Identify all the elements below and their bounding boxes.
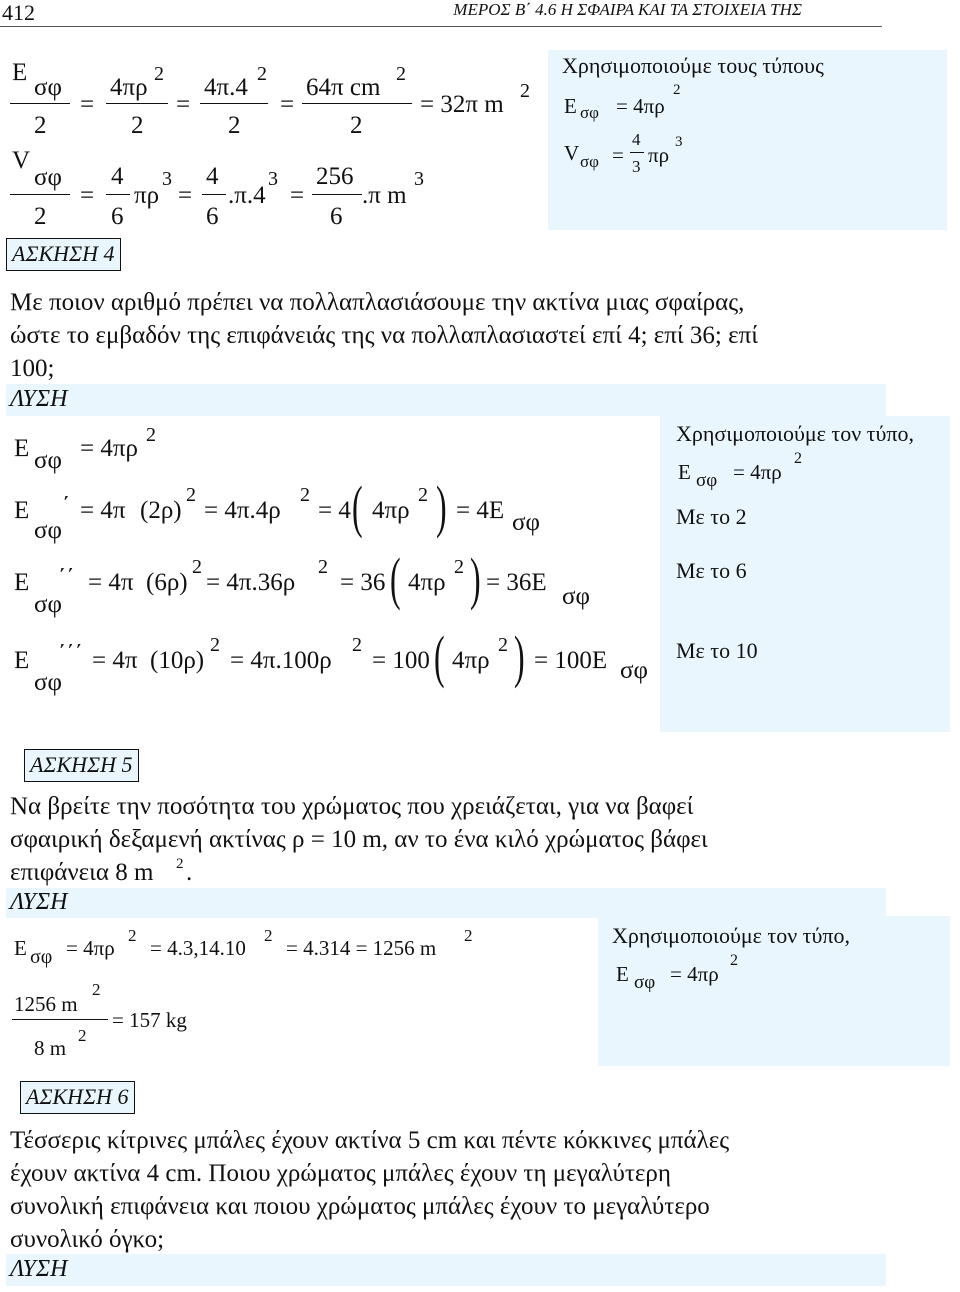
panel-e-exp: 2 — [673, 82, 681, 98]
left-paren: ( — [352, 474, 363, 539]
panel-v-eq: = — [612, 143, 624, 167]
eq-sign: = — [80, 182, 95, 209]
step-b-exp: 2 — [352, 634, 362, 656]
e-ratio-bar — [10, 103, 70, 104]
area-lhs-sub: σφ — [34, 447, 62, 474]
eq-sign: = — [280, 91, 295, 118]
exercise-6-problem-line: έχουν ακτίνα 4 cm. Ποιου χρώματος μπάλες έχουν τη μεγαλύτερη — [10, 1160, 671, 1187]
v-t1-den: 6 — [111, 203, 124, 230]
e-t3-bar — [302, 103, 412, 104]
panel-e-symbol: Ε — [678, 460, 691, 484]
solution-label: ΛΥΣΗ — [10, 386, 68, 412]
step-a-exp: 2 — [192, 556, 202, 578]
e-t2-bar — [200, 103, 268, 104]
step-c-inner: 4πρ — [372, 497, 410, 524]
step-d-sub: σφ — [512, 509, 540, 536]
step-c: = 4 — [318, 497, 351, 524]
area-lhs: Ε — [14, 569, 30, 596]
solution-band — [6, 1254, 886, 1286]
step-c: = 36 — [340, 569, 386, 596]
exercise-4-problem-line: ώστε το εμβαδόν της επιφάνειάς της να πολλαπλασιαστεί επί 4; επί 36; επί — [10, 322, 758, 349]
panel-v-rest: πρ — [648, 143, 670, 167]
e-t2-exp: 2 — [257, 63, 267, 85]
solution-label: ΛΥΣΗ — [10, 1256, 68, 1282]
step-a-exp: 2 — [186, 484, 196, 506]
factor-note: Με το 6 — [676, 558, 747, 583]
surface-area-sub: σφ — [30, 946, 53, 968]
v-t3-den: 6 — [330, 203, 343, 230]
step-b: = 4π.100ρ — [230, 647, 332, 674]
page-number: 412 — [2, 0, 35, 25]
panel-e-formula: = 4πρ — [733, 460, 782, 484]
exercise-4-problem-line: Με ποιον αριθμό πρέπει να πολλαπλασιάσουμε την ακτίνα μιας σφαίρας, — [10, 289, 745, 316]
e-t1-bar — [106, 103, 168, 104]
area-lhs-sub: σφ — [34, 517, 62, 544]
formula-panel-heading: Χρησιμοποιούμε τον τύπο, — [612, 923, 851, 948]
area-lhs-prime: ΄΄ — [58, 565, 75, 592]
panel-v-frac-den: 3 — [632, 157, 641, 176]
formula-panel-heading: Χρησιμοποιούμε τον τύπο, — [676, 421, 915, 446]
running-title: ΜΕΡΟΣ Β΄ 4.6 Η ΣΦΑΙΡΑ ΚΑΙ ΤΑ ΣΤΟΙΧΕΙΑ ΤΗΣ — [453, 0, 802, 19]
e-result: = 32π m — [420, 91, 504, 118]
e-result-exp: 2 — [520, 80, 530, 102]
problem-end: . — [186, 859, 193, 886]
panel-e-formula: = 4πρ — [670, 962, 719, 986]
e-t2-num: 4π.4 — [204, 74, 248, 101]
step-b: = 4π.4ρ — [204, 497, 281, 524]
v-ratio-V: V — [12, 147, 31, 174]
step-b: = 4π.36ρ — [206, 569, 296, 596]
step-d-sub: σφ — [620, 657, 648, 684]
exercise-5-problem-line: επιφάνεια 8 m — [10, 859, 154, 886]
step-c-exp: 2 — [454, 556, 464, 578]
area-lhs-prime: ΄΄΄ — [58, 641, 83, 668]
step-c: = 100 — [372, 647, 430, 674]
area-formula-exp: 2 — [146, 424, 156, 446]
panel-e-exp: 2 — [730, 952, 738, 969]
exercise-5-problem-line: Να βρείτε την ποσότητα του χρώματος που χρειάζεται, για να βαφεί — [10, 793, 694, 820]
eq-sign: = — [290, 182, 305, 209]
calc-step-b-exp: 2 — [264, 926, 273, 945]
panel-v-frac-bar — [630, 152, 644, 153]
e-t3-den: 2 — [350, 112, 363, 139]
exercise-4-problem-line: 100; — [10, 355, 55, 382]
v-ratio-bar — [10, 194, 70, 195]
area-formula: = 4πρ — [80, 435, 138, 462]
exercise-5-label: ΑΣΚΗΣΗ 5 — [24, 749, 139, 782]
area-lhs-prime: ΄ — [62, 493, 71, 520]
v-t2-exp: 3 — [268, 168, 278, 190]
v-t3-exp: 3 — [414, 168, 424, 190]
step-d: = 100Ε — [534, 647, 608, 674]
e-t1-num: 4πρ — [110, 74, 148, 101]
v-ratio-sub: σφ — [34, 164, 62, 191]
e-t1-den: 2 — [131, 112, 144, 139]
step-d-sub: σφ — [562, 583, 590, 610]
v-t2-den: 6 — [206, 203, 219, 230]
e-t3-num: 64π cm — [306, 74, 381, 101]
right-paren: ) — [436, 474, 447, 539]
calc-step-a-exp: 2 — [128, 926, 137, 945]
exercise-4-label: ΑΣΚΗΣΗ 4 — [6, 238, 121, 271]
panel-v-exp: 3 — [675, 134, 683, 150]
step-c-exp: 2 — [498, 634, 508, 656]
v-ratio-den: 2 — [34, 203, 47, 230]
panel-v-sub: σφ — [580, 152, 599, 171]
paint-num-exp: 2 — [92, 980, 101, 999]
panel-e-exp: 2 — [794, 450, 802, 467]
e-t3-exp: 2 — [396, 63, 406, 85]
v-t2-bar — [202, 194, 226, 195]
panel-v-frac-num: 4 — [632, 130, 641, 149]
v-t3-bar — [312, 194, 362, 195]
e-ratio-den: 2 — [34, 112, 47, 139]
panel-e-sub: σφ — [634, 972, 656, 993]
panel-e-sub: σφ — [696, 470, 718, 491]
paint-den: 8 m — [34, 1036, 67, 1060]
step-a: = 4π — [92, 647, 138, 674]
step-a-inner: (2ρ) — [140, 497, 182, 524]
v-t1-rest: πρ — [134, 182, 160, 209]
step-a: = 4π — [80, 497, 126, 524]
right-paren: ) — [470, 546, 481, 611]
exercise-6-problem-line: συνολικό όγκο; — [10, 1226, 165, 1253]
eq-sign: = — [176, 91, 191, 118]
area-lhs: Ε — [14, 497, 30, 524]
v-t1-bar — [106, 194, 130, 195]
paint-den-exp: 2 — [78, 1026, 87, 1045]
exercise-5-problem-line: σφαιρική δεξαμενή ακτίνας ρ = 10 m, αν το ένα κιλό χρώματος βάφει — [10, 826, 708, 853]
header-rule — [0, 26, 882, 27]
e-ratio-E: Ε — [12, 59, 28, 86]
v-t3-num: 256 — [316, 163, 354, 190]
solution-label: ΛΥΣΗ — [10, 889, 68, 915]
step-c-inner: 4πρ — [452, 647, 490, 674]
panel-e-symbol: Ε — [564, 94, 577, 118]
calc-step-a: = 4πρ — [66, 936, 115, 960]
step-d: = 4Ε — [456, 497, 505, 524]
step-a-exp: 2 — [210, 634, 220, 656]
v-t1-exp: 3 — [162, 168, 172, 190]
e-t1-exp: 2 — [154, 63, 164, 85]
area-lhs: Ε — [14, 435, 30, 462]
step-d: = 36Ε — [486, 569, 547, 596]
solution-band — [6, 384, 886, 416]
eq-sign: = — [80, 91, 95, 118]
area-lhs: Ε — [14, 647, 30, 674]
exercise-6-problem-line: συνολική επιφάνεια και ποιου χρώματος μπάλες έχουν το μεγαλύτερο — [10, 1193, 710, 1220]
formulas-panel-heading: Χρησιμοποιούμε τους τύπους — [562, 53, 824, 78]
step-b-exp: 2 — [300, 484, 310, 506]
paint-num: 1256 m — [14, 992, 78, 1016]
solution-band — [6, 888, 886, 918]
paint-result: = 157 kg — [112, 1008, 187, 1032]
exercise-6-label: ΑΣΚΗΣΗ 6 — [20, 1081, 135, 1114]
step-a-inner: (6ρ) — [146, 569, 188, 596]
left-paren: ( — [390, 546, 401, 611]
surface-area-E: Ε — [14, 936, 27, 960]
v-t3-rest: .π m — [362, 182, 407, 209]
factor-note: Με το 2 — [676, 504, 747, 529]
step-b-exp: 2 — [318, 556, 328, 578]
area-lhs-sub: σφ — [34, 669, 62, 696]
step-a: = 4π — [88, 569, 134, 596]
eq-sign: = — [178, 182, 193, 209]
step-c-inner: 4πρ — [408, 569, 446, 596]
panel-e-symbol: Ε — [616, 962, 629, 986]
paint-fraction-bar — [12, 1019, 108, 1020]
exercise-6-problem-line: Τέσσερις κίτρινες μπάλες έχουν ακτίνα 5 cm και πέντε κόκκινες μπάλες — [10, 1127, 730, 1154]
step-c-exp: 2 — [418, 484, 428, 506]
area-lhs-sub: σφ — [34, 591, 62, 618]
v-t1-num: 4 — [111, 163, 124, 190]
step-a-inner: (10ρ) — [150, 647, 205, 674]
panel-e-formula: = 4πρ — [616, 94, 665, 118]
factor-note: Με το 10 — [676, 638, 758, 663]
calc-step-c-exp: 2 — [464, 926, 473, 945]
panel-v-symbol: V — [564, 141, 580, 165]
v-t2-num: 4 — [206, 163, 219, 190]
panel-e-sub: σφ — [580, 103, 599, 122]
calc-step-c: = 4.314 = 1256 m — [286, 936, 437, 960]
calc-step-b: = 4.3,14.10 — [150, 936, 246, 960]
problem-exponent: 2 — [176, 856, 184, 872]
v-t2-rest: .π.4 — [228, 182, 266, 209]
e-t2-den: 2 — [228, 112, 241, 139]
right-paren: ) — [514, 624, 525, 689]
left-paren: ( — [434, 624, 445, 689]
e-ratio-sub: σφ — [34, 74, 62, 101]
